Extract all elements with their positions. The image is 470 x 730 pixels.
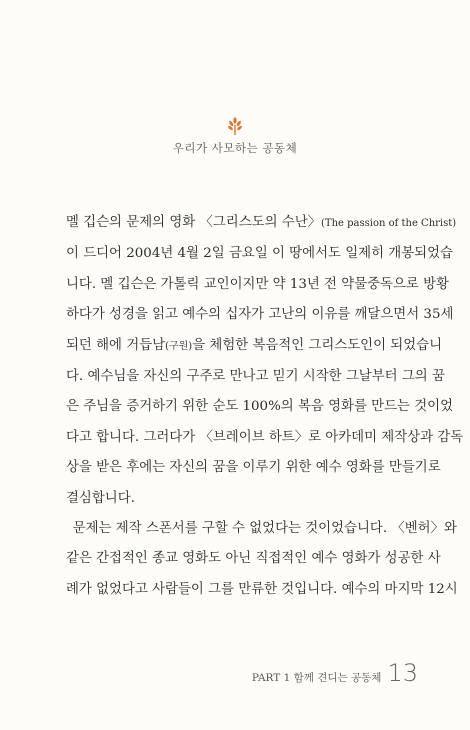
text-line: 다. 예수님을 자신의 구주로 만나고 믿기 시작한 그날부터 그의 꿈 — [66, 369, 445, 385]
text-line: 례가 없었다고 사람들이 그를 만류한 것입니다. 예수의 마지막 12시 — [66, 581, 458, 597]
running-header-title: 우리가 사모하는 공동체 — [172, 141, 298, 155]
text-line: 되던 해에 거듭남(구원)을 체험한 복음적인 그리스도인이 되었습니 — [66, 337, 443, 353]
text-line: 하다가 성경을 읽고 예수의 십자가 고난의 이유를 깨달으면서 35세 — [66, 307, 454, 323]
text-line: 같은 간접적인 종교 영화도 아닌 직접적인 예수 영화가 성공한 사 — [66, 551, 441, 567]
text-line: 다고 합니다. 그러다가 〈브레이브 하트〉로 아카데미 제작상과 감독 — [66, 429, 464, 445]
page-footer — [252, 659, 418, 687]
paragraph — [66, 208, 464, 514]
body-text — [66, 208, 464, 605]
running-header — [0, 116, 470, 156]
text-line: 은 주님을 증거하기 위한 순도 100%의 복음 영화를 만드는 것이었 — [66, 399, 454, 415]
text-line: 멜 깁슨의 문제의 영화 〈그리스도의 수난〉(The passion of the Christ) — [66, 215, 457, 230]
text-line: 이 드디어 2004년 4월 2일 금요일 이 땅에서도 일제히 개봉되었습 — [66, 246, 453, 262]
footer-part-label: PART 1 함께 견디는 공동체 — [251, 672, 382, 684]
text-line: 상을 받은 후에는 자신의 꿈을 이루기 위한 예수 영화를 만들기로 — [66, 460, 441, 476]
text-line: 문제는 제작 스폰서를 구할 수 없었다는 것이었습니다. 〈벤허〉와 — [72, 521, 457, 537]
page-number: 13 — [387, 659, 418, 687]
text-line: 니다. 멜 깁슨은 가톨릭 교인이지만 약 13년 전 약물중독으로 방황 — [66, 276, 449, 292]
leaf-icon — [225, 116, 245, 136]
paragraph — [66, 514, 458, 605]
text-line: 결심합니다. — [66, 490, 135, 506]
